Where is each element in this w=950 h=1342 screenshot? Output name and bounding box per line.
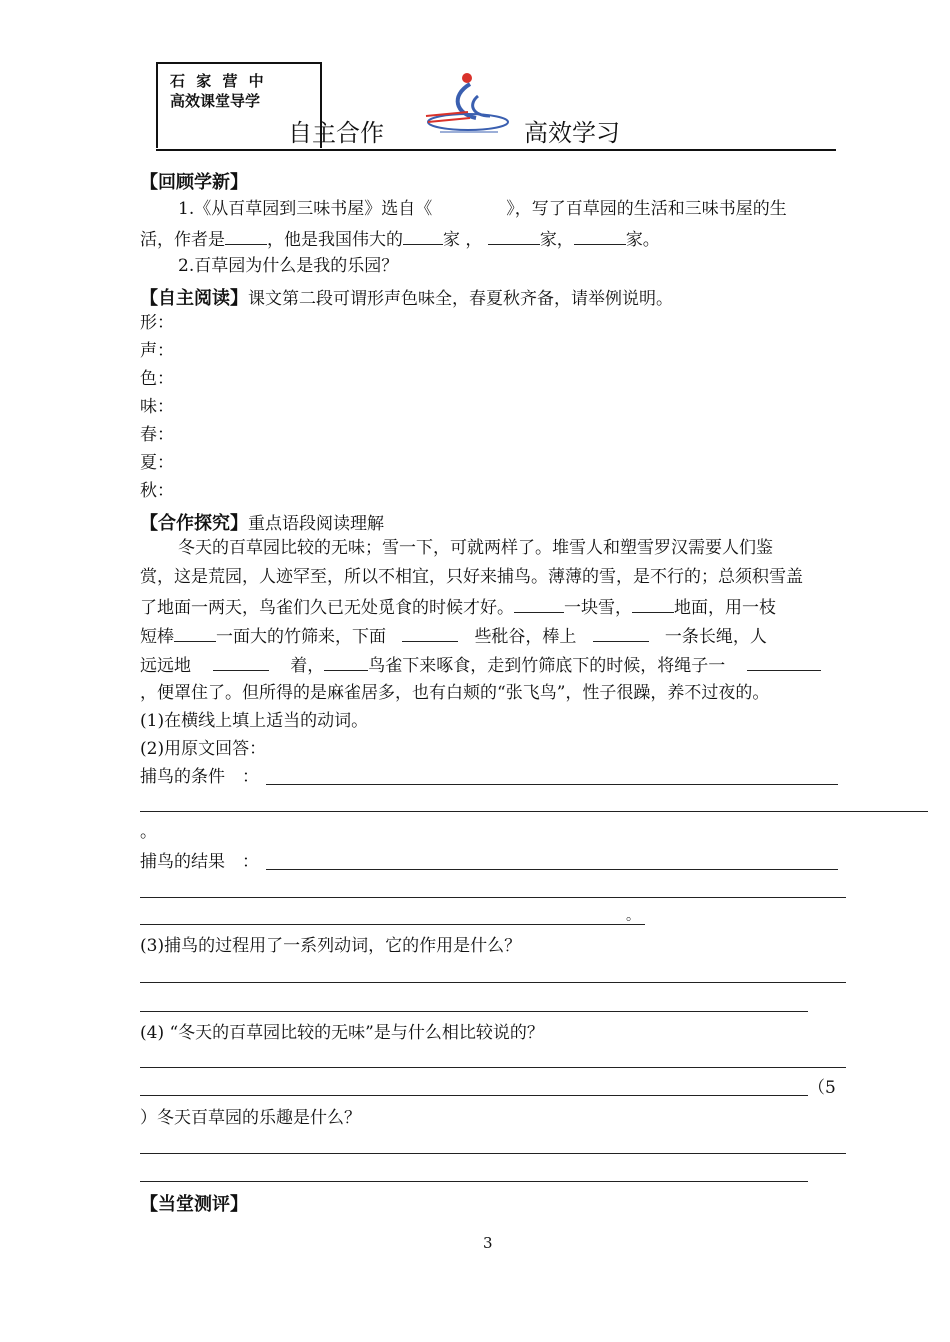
verb-blank-8[interactable] — [747, 654, 821, 671]
school-logo-icon — [420, 66, 516, 140]
condition-answer-line-2[interactable] — [140, 811, 928, 812]
passage-4c: 些秕谷，棒上 — [474, 627, 577, 647]
verb-blank-5[interactable] — [593, 625, 649, 642]
reading-item-spring: 春： — [140, 425, 174, 445]
review-q1-line1 — [178, 198, 787, 219]
review-q1-text-g: 家。 — [625, 230, 660, 250]
q5-answer-line-2[interactable] — [140, 1181, 808, 1182]
passage-5a: 远远地 — [140, 656, 191, 676]
verb-blank-2[interactable] — [632, 596, 674, 613]
passage-line-1: 冬天的百草园比较的无味；雪一下，可就两样了。堆雪人和塑雪罗汉需要人们鉴 — [178, 538, 773, 558]
passage-5c: 鸟雀下来啄食，走到竹筛底下的时候，将绳子一 — [368, 656, 726, 676]
reading-item-color: 色： — [140, 369, 174, 389]
role-blank-2[interactable] — [488, 228, 540, 245]
explore-q3: (3)捕鸟的过程用了一系列动词，它的作用是什么？ — [140, 936, 522, 956]
passage-3a: 了地面一两天，鸟雀们久已无处觅食的时候才好。 — [140, 598, 514, 618]
explore-q5: ）冬天百草园的乐趣是什么？ — [140, 1108, 361, 1128]
result-answer-line-1[interactable] — [266, 869, 838, 870]
review-q1-text-b: 》，写了百草园的生活和三味书屋的生 — [506, 199, 787, 219]
verb-blank-7[interactable] — [324, 654, 368, 671]
reading-item-autumn: 秋： — [140, 481, 174, 501]
q3-answer-line-2[interactable] — [140, 1011, 808, 1012]
passage-4d: 一条长绳，人 — [664, 627, 767, 647]
slogan-left: 自主合作 — [288, 119, 384, 147]
reading-title: 【自主阅读】 — [140, 288, 248, 309]
verb-blank-1[interactable] — [514, 596, 564, 613]
explore-header — [140, 509, 384, 535]
reading-item-taste: 味： — [140, 397, 174, 417]
q5-number: （5 — [808, 1078, 836, 1098]
passage-3b: 一块雪， — [564, 598, 632, 618]
verb-blank-4[interactable] — [402, 625, 458, 642]
role-blank-1[interactable] — [403, 228, 443, 245]
review-q2: 2.百草园为什么是我的乐园？ — [178, 256, 399, 276]
reading-item-shape: 形： — [140, 313, 174, 333]
review-title: 【回顾学新】 — [140, 172, 248, 193]
review-q1-text-e: 家 ， — [443, 230, 483, 250]
explore-q1: (1)在横线上填上适当的动词。 — [140, 711, 369, 731]
reading-prompt: 课文第二段可谓形声色味全，春夏秋齐备，请举例说明。 — [248, 289, 673, 309]
passage-line-5 — [140, 654, 821, 676]
q4-answer-line-2[interactable] — [140, 1095, 808, 1096]
school-name: 石 家 营 中 — [170, 72, 267, 90]
q5-answer-line-1[interactable] — [140, 1153, 846, 1154]
explore-subtitle: 重点语段阅读理解 — [248, 514, 384, 534]
quiz-title: 【当堂测评】 — [140, 1194, 248, 1215]
condition-label: 捕鸟的条件 ： — [140, 767, 259, 787]
header-rule — [156, 149, 836, 151]
reading-header — [140, 284, 673, 310]
review-q1-text-c: 活，作者是 — [140, 230, 225, 250]
passage-4a: 短棒 — [140, 627, 174, 647]
verb-blank-6[interactable] — [213, 654, 269, 671]
result-label: 捕鸟的结果 ： — [140, 852, 259, 872]
result-answer-line-3[interactable] — [140, 924, 645, 925]
passage-5b: 着， — [290, 656, 325, 676]
passage-3c: 地面，用一枝 — [674, 598, 776, 618]
passage-4b: 一面大的竹筛来，下面 — [216, 627, 386, 647]
condition-period: 。 — [140, 822, 157, 842]
book-blank[interactable] — [432, 198, 506, 214]
condition-answer-line-1[interactable] — [266, 784, 838, 785]
passage-line-2: 赏，这是荒园，人迹罕至，所以不相宜，只好来捕鸟。薄薄的雪，是不行的；总须积雪盖 — [140, 567, 803, 587]
review-q1-line2 — [140, 228, 660, 250]
explore-q4: (4) “冬天的百草园比较的无味”是与什么相比较说的？ — [140, 1023, 544, 1043]
review-q1-text-f: 家， — [539, 230, 574, 250]
verb-blank-3[interactable] — [174, 625, 216, 642]
q4-answer-line-1[interactable] — [140, 1067, 846, 1068]
passage-line-6: ，便罩住了。但所得的是麻雀居多，也有白颊的“张飞鸟”，性子很躁，养不过夜的。 — [140, 683, 770, 703]
role-blank-3[interactable] — [574, 228, 626, 245]
guide-title: 高效课堂导学 — [170, 92, 261, 110]
q3-answer-line-1[interactable] — [140, 982, 846, 983]
explore-title: 【合作探究】 — [140, 513, 248, 534]
explore-q2: (2)用原文回答： — [140, 739, 267, 759]
review-q1-text-a: 1.《从百草园到三味书屋》选自《 — [178, 199, 433, 219]
page-number: 3 — [483, 1234, 493, 1252]
passage-line-4 — [140, 625, 767, 647]
slogan-right: 高效学习 — [524, 119, 620, 147]
author-blank[interactable] — [225, 228, 267, 245]
passage-line-3 — [140, 596, 776, 618]
result-period: 。 — [626, 908, 640, 924]
reading-item-sound: 声： — [140, 341, 174, 361]
review-q1-text-d: ，他是我国伟大的 — [267, 230, 403, 250]
reading-item-summer: 夏： — [140, 453, 174, 473]
result-answer-line-2[interactable] — [140, 897, 846, 898]
